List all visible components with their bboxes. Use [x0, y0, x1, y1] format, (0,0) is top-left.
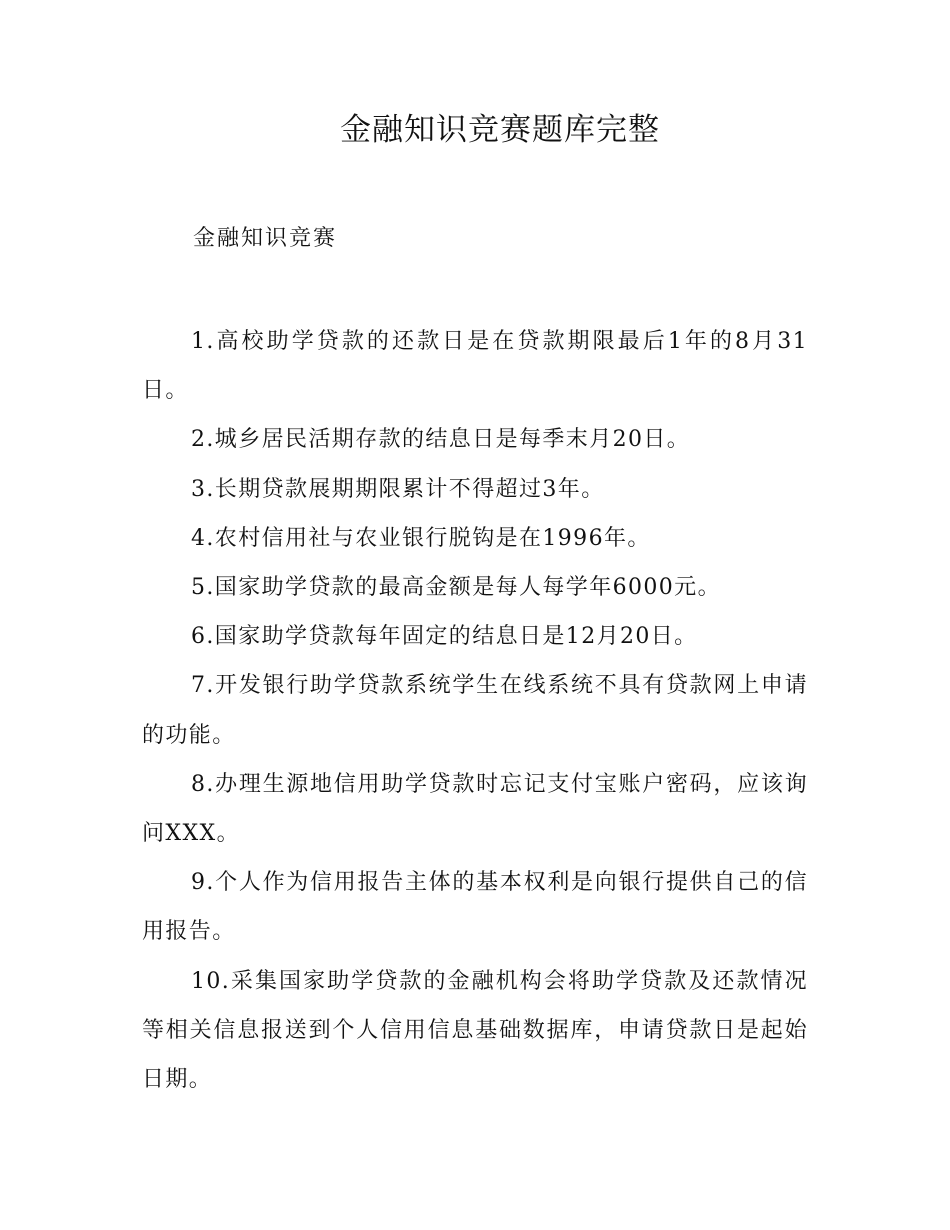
question-item-10: 10.采集国家助学贷款的金融机构会将助学贷款及还款情况等相关信息报送到个人信用信息基础数据库，申请贷款日是起始日期。	[142, 968, 808, 1093]
question-item-7: 7.开发银行助学贷款系统学生在线系统不具有贷款网上申请的功能。	[142, 673, 808, 748]
question-list	[142, 317, 808, 1104]
question-item-2: 2.城乡居民活期存款的结息日是每季末月20日。	[191, 427, 691, 453]
question-item-5: 5.国家助学贷款的最高金额是每人每学年6000元。	[191, 575, 721, 601]
question-item-3: 3.长期贷款展期期限累计不得超过3年。	[191, 476, 605, 502]
question-item-9: 9.个人作为信用报告主体的基本权利是向银行提供自己的信用报告。	[142, 870, 808, 945]
document-subtitle: 金融知识竞赛	[193, 226, 338, 251]
document-title: 金融知识竞赛题库完整	[340, 112, 660, 148]
question-item-6: 6.国家助学贷款每年固定的结息日是12月20日。	[191, 624, 698, 650]
question-item-8: 8.办理生源地信用助学贷款时忘记支付宝账户密码，应该询问XXX。	[142, 771, 808, 847]
question-item-1: 1.高校助学贷款的还款日是在贷款期限最后1年的8月31日。	[142, 329, 808, 404]
question-item-4: 4.农村信用社与农业银行脱钩是在1996年。	[191, 525, 651, 551]
